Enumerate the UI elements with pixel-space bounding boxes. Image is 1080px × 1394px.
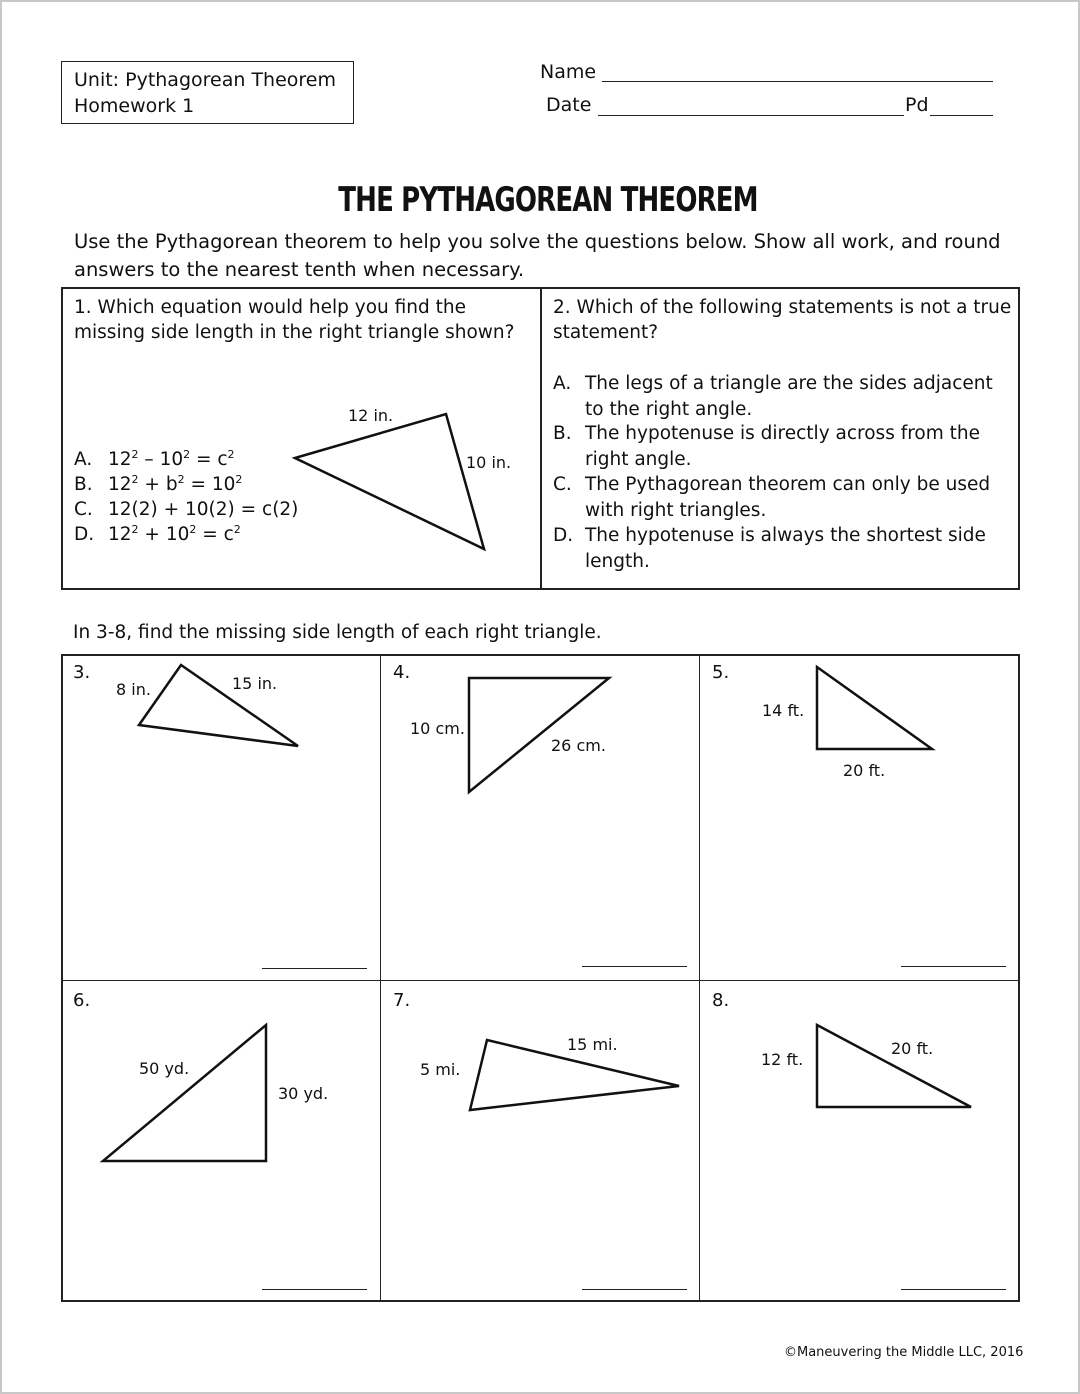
problem-6-number: 6.: [73, 990, 91, 1011]
problem-7-answer-line[interactable]: [582, 1289, 687, 1290]
q2-option-a[interactable]: A. The legs of a triangle are the sides adjacent to the right angle.: [553, 373, 993, 420]
pd-label: Pd: [905, 94, 929, 116]
q1-option-c[interactable]: C. 12(2) + 10(2) = c(2): [74, 499, 299, 520]
problem-5-label-b: 20 ft.: [843, 761, 886, 780]
problem-6-label-b: 30 yd.: [278, 1084, 329, 1103]
problem-8-number: 8.: [712, 990, 730, 1011]
question-1-text: 1. Which equation would help you find the missing side length in the right triangle shown?: [74, 297, 515, 343]
page-title: THE PYTHAGOREAN THEOREM: [338, 180, 758, 220]
problem-8-triangle: [817, 1025, 971, 1107]
option-letter: A.: [74, 449, 93, 470]
problem-8-label-b: 20 ft.: [891, 1039, 934, 1058]
intro-text: Use the Pythagorean theorem to help you solve the questions below. Show all work, and round answers to the nearest tenth when necessary.: [74, 230, 1001, 281]
unit-label: Unit: Pythagorean Theorem: [74, 69, 337, 91]
homework-label: Homework 1: [74, 95, 195, 117]
date-label: Date: [546, 94, 592, 116]
q2-option-b[interactable]: B. The hypotenuse is directly across from the right angle.: [553, 423, 981, 470]
option-letter: B.: [74, 474, 93, 495]
problem-6-answer-line[interactable]: [262, 1289, 367, 1290]
q2-option-d[interactable]: D. The hypotenuse is always the shortest side length.: [553, 525, 986, 572]
q1-label-right: 10 in.: [466, 453, 512, 472]
problem-5-number: 5.: [712, 662, 730, 683]
question-2-text: 2. Which of the following statements is not a true statement?: [553, 297, 1012, 343]
problem-5-triangle: [817, 667, 932, 749]
copyright: ©Maneuvering the Middle LLC, 2016: [784, 1345, 1024, 1360]
problem-7-label-a: 5 mi.: [420, 1060, 461, 1079]
problem-4-label-b: 26 cm.: [551, 736, 606, 755]
problem-4-label-a: 10 cm.: [410, 719, 465, 738]
problem-6-label-a: 50 yd.: [139, 1059, 190, 1078]
problem-8-label-a: 12 ft.: [761, 1050, 804, 1069]
problem-7-label-b: 15 mi.: [567, 1035, 618, 1054]
option-letter: C.: [74, 499, 93, 520]
problem-4-triangle: [469, 678, 609, 792]
q2-option-c[interactable]: C. The Pythagorean theorem can only be used with right triangles.: [553, 474, 991, 521]
q1-option-a[interactable]: A. $12^2 - 10^2 = c^2$: [74, 448, 235, 470]
problem-3-number: 3.: [73, 662, 91, 683]
problem-3-label-a: 8 in.: [116, 680, 151, 699]
q1-option-d[interactable]: D. $12^2 + 10^2 = c^2$: [74, 523, 241, 545]
problem-4-answer-line[interactable]: [582, 966, 687, 967]
problem-3-answer-line[interactable]: [262, 968, 367, 969]
problem-5-label-a: 14 ft.: [762, 701, 805, 720]
problem-7-number: 7.: [393, 990, 411, 1011]
option-letter: D.: [74, 524, 95, 545]
instructions: In 3-8, find the missing side length of each right triangle.: [73, 622, 602, 643]
problem-4-number: 4.: [393, 662, 411, 683]
q1-label-top: 12 in.: [348, 406, 394, 425]
q1-option-b[interactable]: B. $12^2 + b^2 = 10^2$: [74, 473, 243, 495]
name-label: Name: [540, 61, 597, 83]
problem-8-answer-line[interactable]: [901, 1289, 1006, 1290]
problem-3-label-b: 15 in.: [232, 674, 278, 693]
problem-6-triangle: [103, 1025, 266, 1161]
problem-5-answer-line[interactable]: [901, 966, 1006, 967]
